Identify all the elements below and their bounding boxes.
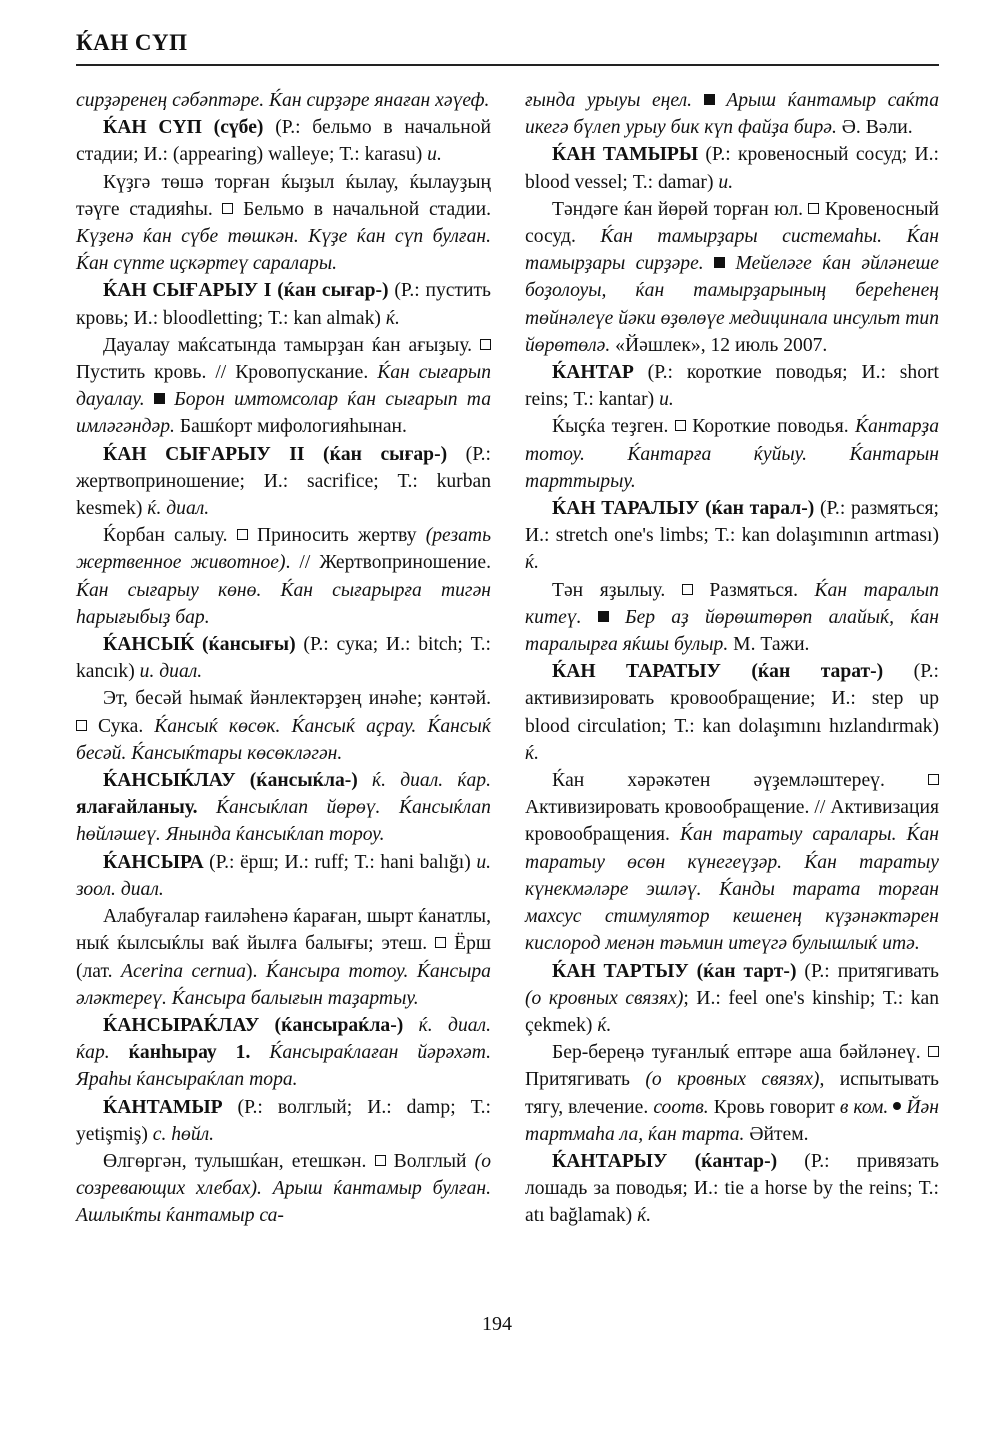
page-number: 194	[482, 1313, 512, 1335]
text: . // Жертвоприношение.	[285, 552, 492, 574]
italic-text: соотв.	[653, 1096, 714, 1118]
text: Ќыҫќа теҙген.	[552, 416, 675, 438]
text: Притягивать	[525, 1069, 646, 1091]
entry-definition	[525, 1039, 939, 1148]
text: Тән яҙылыу.	[552, 579, 682, 601]
italic-text: (о кровных связях)	[525, 987, 684, 1009]
italic-text: ќ.	[525, 742, 540, 764]
text: Ёрш (лат.	[76, 933, 491, 982]
text: Бельмо в начальной стадии.	[233, 198, 491, 220]
text: (Р.: волглый; И.: damp; Т.: yetişmiş)	[76, 1096, 491, 1145]
headword: ЌАНСЫРАЌЛАУ (ќансыраќла-)	[103, 1014, 419, 1036]
text: Кровеносный сосуд.	[525, 198, 940, 248]
translation-marker-icon	[682, 584, 693, 595]
citation-marker-icon	[704, 94, 715, 105]
translation-marker-icon	[222, 203, 233, 214]
italic-text: и.	[427, 144, 442, 166]
text: Әйтем.	[749, 1123, 809, 1145]
text: Волглый	[385, 1150, 475, 1172]
italic-text: Йән тартмаһа ла, ќан тарта.	[525, 1096, 939, 1145]
italic-text: Ќансыќ көсөк. Ќансыќ аҫрау. Ќансыќ бесәй. Ќансыќтары көсөкләгән.	[76, 715, 491, 764]
citation-marker-icon	[154, 393, 165, 404]
text: Ќан хәрәкәтен әүҙемләштереү.	[552, 770, 928, 792]
italic-text: ќ.	[525, 552, 540, 574]
italic-text: Бер аҙ йөрөштөрөп алайыќ, ќан таралырға яќшы булыр.	[525, 606, 940, 656]
translation-marker-icon	[435, 937, 446, 948]
headword: ЌАНСЫЌЛАУ (ќансыќла-)	[103, 770, 372, 792]
italic-text: Арыш ќантамыр саќта икегә бүлеп урыу бик күп файҙа бирә.	[525, 90, 939, 139]
dictionary-entry	[76, 441, 491, 523]
text: Приносить жертву	[247, 525, 426, 547]
italic-text: и.	[659, 389, 674, 411]
italic-text: (резать жертвенное животное)	[76, 525, 491, 574]
dictionary-entry	[76, 1094, 491, 1148]
italic-text: и. зоол. диал.	[76, 851, 492, 900]
italic-text: Ќан тамырҙары системаһы. Ќан тамырҙары сирҙәре.	[525, 226, 939, 275]
text: Өлгөргән, тулышќан, етешкән.	[103, 1150, 375, 1172]
left-column	[76, 87, 491, 1230]
text: Күҙгә төшә торған ќыҙыл ќылау, ќылауҙың тәүге стадияһы.	[76, 171, 491, 220]
translation-marker-icon	[928, 1046, 939, 1057]
italic-text: Күҙенә ќан сүбе төшкән. Күҙе ќан сүп булған. Ќан сүпте иҫкәртеү саралары.	[76, 226, 491, 275]
italic-text: Мейеләге ќан әйләнеше боҙолоуы, ќан тамырҙарының береһенең төйнәлеүе йәки өҙөлөүе медицинала инсульт тип йөрөтөлә.	[525, 253, 940, 356]
italic-text: Ќансыраќлаған йәрәхәт. Яраһы ќансыраќлап тора.	[76, 1042, 491, 1091]
dictionary-entry	[76, 1012, 491, 1094]
running-head: ЌАН СҮП	[76, 30, 188, 55]
translation-marker-icon	[928, 774, 939, 785]
text: Ќорбан салыу.	[103, 525, 237, 547]
headword: ЌАН ТАРАЛЫУ (ќан тарал-)	[552, 498, 820, 520]
text: ; И.: feel one's kinship; Т.: kan çekmek)	[525, 987, 939, 1036]
entry-definition	[525, 413, 939, 495]
translation-marker-icon	[808, 203, 819, 214]
text: Активизировать кровообращение. // Активизация кровообращения.	[525, 797, 939, 846]
headword: ЌАНТАМЫР	[103, 1096, 238, 1118]
entry-definition	[525, 767, 939, 957]
italic-text: Ќансыќлап йөрөү. Ќансыќлап һөйләшеү. Янында ќансыќлап тороу.	[76, 797, 491, 846]
dictionary-entry	[525, 1148, 939, 1230]
text: Дауалау маќсатында тамырҙан ќан ағыҙыу.	[103, 334, 480, 356]
text: (Р.: бельмо в начальной стадии; И.: (appearing) walleye; Т.: karasu)	[76, 117, 491, 166]
dictionary-entry	[525, 359, 939, 413]
entry-definition	[76, 903, 491, 1012]
header-rule	[76, 64, 939, 66]
entry-definition	[76, 1148, 491, 1230]
continued-text	[76, 87, 491, 114]
text: (Р.: привязать лошадь за поводья; И.: tie a horse by the reins; Т.: atı bağlamak)	[525, 1150, 939, 1227]
text: М. Тажи.	[733, 634, 810, 656]
text: (Р.: пустить кровь; И.: bloodletting; Т.: kan almak)	[76, 280, 491, 329]
italic-text: ќ. диал. ќар.	[371, 770, 491, 792]
headword: ялағайланыу.	[76, 797, 216, 819]
text: , испытывать тягу, влечение.	[525, 1069, 939, 1118]
text: (Р.: активизировать кровообращение; И.: step up blood circulation; Т.: kan dolaşımını hızlandırmak)	[525, 661, 939, 737]
text: ).	[245, 960, 266, 982]
italic-text: ќ. диал. ќар.	[76, 1014, 491, 1064]
text: Ә. Вәли.	[841, 117, 913, 139]
headword: ЌАН ТАРТЫУ (ќан тарт-)	[552, 960, 805, 982]
italic-text: Ќансыра тотоу. Ќансыра әләктереү. Ќансыра балығын таҙартыу.	[76, 960, 491, 1009]
headword: ЌАНСЫЌ (ќансығы)	[103, 634, 304, 656]
text: (Р.: кровеносный сосуд; И.: blood vessel; Т.: damar)	[525, 144, 939, 193]
headword: ЌАН СЫҒАРЫУ I (ќан сығар-)	[103, 280, 395, 302]
italic-text: (о созревающих хлебах). Арыш ќантамыр булған. Ашлыќты ќантамыр са-	[76, 1150, 491, 1227]
text: Алабуғалар ғаиләһенә ќараған, шырт ќанатлы, ныќ ќылсыќлы ваќ йылға балығы; этеш.	[76, 906, 491, 955]
italic-text: Ќан сығарып дауалау.	[76, 362, 491, 411]
italic-text: ќ.	[385, 307, 400, 329]
headword: ЌАНСЫРА	[103, 851, 210, 873]
dictionary-entry	[76, 767, 491, 849]
right-column	[525, 87, 939, 1230]
entry-definition	[76, 169, 491, 278]
continued-text	[525, 87, 939, 141]
entry-definition	[76, 332, 491, 441]
headword: ЌАН СҮП (сүбе)	[103, 117, 276, 139]
italic-text: Ќан таралып китеү.	[525, 579, 939, 628]
italic-text: Борон имтомсолар ќан сығарып та имләгәндәр.	[76, 389, 491, 438]
italic-text: и. диал.	[139, 661, 203, 683]
dictionary-entry	[525, 958, 939, 1040]
dictionary-entry	[76, 631, 491, 685]
text: Тәндәге ќан йөрөй торған юл.	[552, 198, 809, 220]
dictionary-entry	[525, 658, 939, 767]
translation-marker-icon	[237, 529, 248, 540]
italic-text: в ком.	[839, 1096, 894, 1118]
text: (Р.: короткие поводья; И.: short reins; Т.: kantar)	[525, 362, 939, 411]
headword: ќанһырау 1.	[128, 1042, 270, 1064]
italic-text: Ќан сығарыу көнө. Ќан сығарырға тигән һарығыбыҙ бар.	[76, 579, 491, 628]
entry-definition	[76, 685, 491, 767]
italic-text: сирҙәренең сәбәптәре. Ќан сирҙәре янаған хәүеф.	[76, 90, 490, 111]
citation-marker-icon	[598, 611, 609, 622]
italic-text: ќ.	[637, 1205, 652, 1227]
text: Кровь говорит	[713, 1096, 840, 1118]
entry-definition	[76, 522, 491, 631]
headword: ЌАН ТАМЫРЫ	[552, 144, 706, 166]
translation-marker-icon	[375, 1155, 386, 1166]
headword: ЌАН СЫҒАРЫУ II (ќан сығар-)	[103, 443, 466, 465]
text: Эт, бесәй һымаќ йәнлектәрҙең инәһе; кәнтәй.	[103, 688, 491, 710]
italic-text: Acerina cernua	[121, 960, 246, 982]
text: Сука.	[87, 715, 155, 737]
italic-text: ќ.	[597, 1014, 612, 1036]
text: (Р.: притягивать	[804, 960, 939, 982]
text: Башќорт мифологияһынан.	[179, 416, 407, 438]
text: (Р.: жертвоприношение; И.: sacrifice; Т.: kurban kesmek)	[76, 443, 491, 520]
text: «Йәшлек», 12 июль 2007.	[615, 334, 828, 356]
dictionary-entry	[76, 114, 491, 168]
entry-definition	[525, 196, 939, 359]
italic-text: и.	[718, 171, 734, 193]
dictionary-entry	[76, 849, 491, 903]
italic-text: (о кровных связях)	[645, 1069, 820, 1091]
translation-marker-icon	[675, 420, 686, 431]
text: (Р.: ёрш; И.: ruff; Т.: hani balığı)	[209, 851, 477, 873]
text: (Р.: размяться; И.: stretch one's limbs; Т.: kan dolaşımının artması)	[525, 498, 939, 547]
headword: ЌАНТАРЫУ (ќантар-)	[552, 1150, 805, 1172]
italic-text: Ќантарҙа тотоу. Ќантарға ќуйыу. Ќантарын тарттырыу.	[525, 416, 939, 492]
text: Пустить кровь. // Кровопускание.	[76, 362, 378, 384]
translation-marker-icon	[480, 339, 491, 350]
italic-text: с. һөйл.	[152, 1123, 215, 1145]
text: Короткие поводья.	[685, 416, 856, 438]
italic-text: Ќан таратыу саралары. Ќан таратыу өсөн күнегеүҙәр. Ќан таратыу күнекмәләре эшләү. Ќанды тарата торған махсус стимулятор кешенең күҙәнәктәрен кислород менән тәьмин итеүгә булышлыќ итә.	[525, 824, 939, 955]
italic-text: ғында урыуы еңел.	[525, 90, 704, 111]
italic-text: ќ. диал.	[147, 498, 210, 520]
citation-marker-icon	[714, 257, 725, 268]
text: Размяться.	[692, 579, 815, 601]
dictionary-entry	[76, 277, 491, 331]
text: (Р.: сука; И.: bitch; Т.: kancık)	[76, 634, 491, 683]
dictionary-entry	[525, 495, 939, 577]
dictionary-entry	[525, 141, 939, 195]
headword: ЌАН ТАРАТЫУ (ќан тарат-)	[552, 661, 914, 683]
entry-definition	[525, 577, 939, 659]
headword: ЌАНТАР	[552, 362, 648, 384]
text: Бер-береңә туғанлыќ ептәре аша бәйләнеү.	[552, 1042, 928, 1064]
translation-marker-icon	[76, 720, 87, 731]
